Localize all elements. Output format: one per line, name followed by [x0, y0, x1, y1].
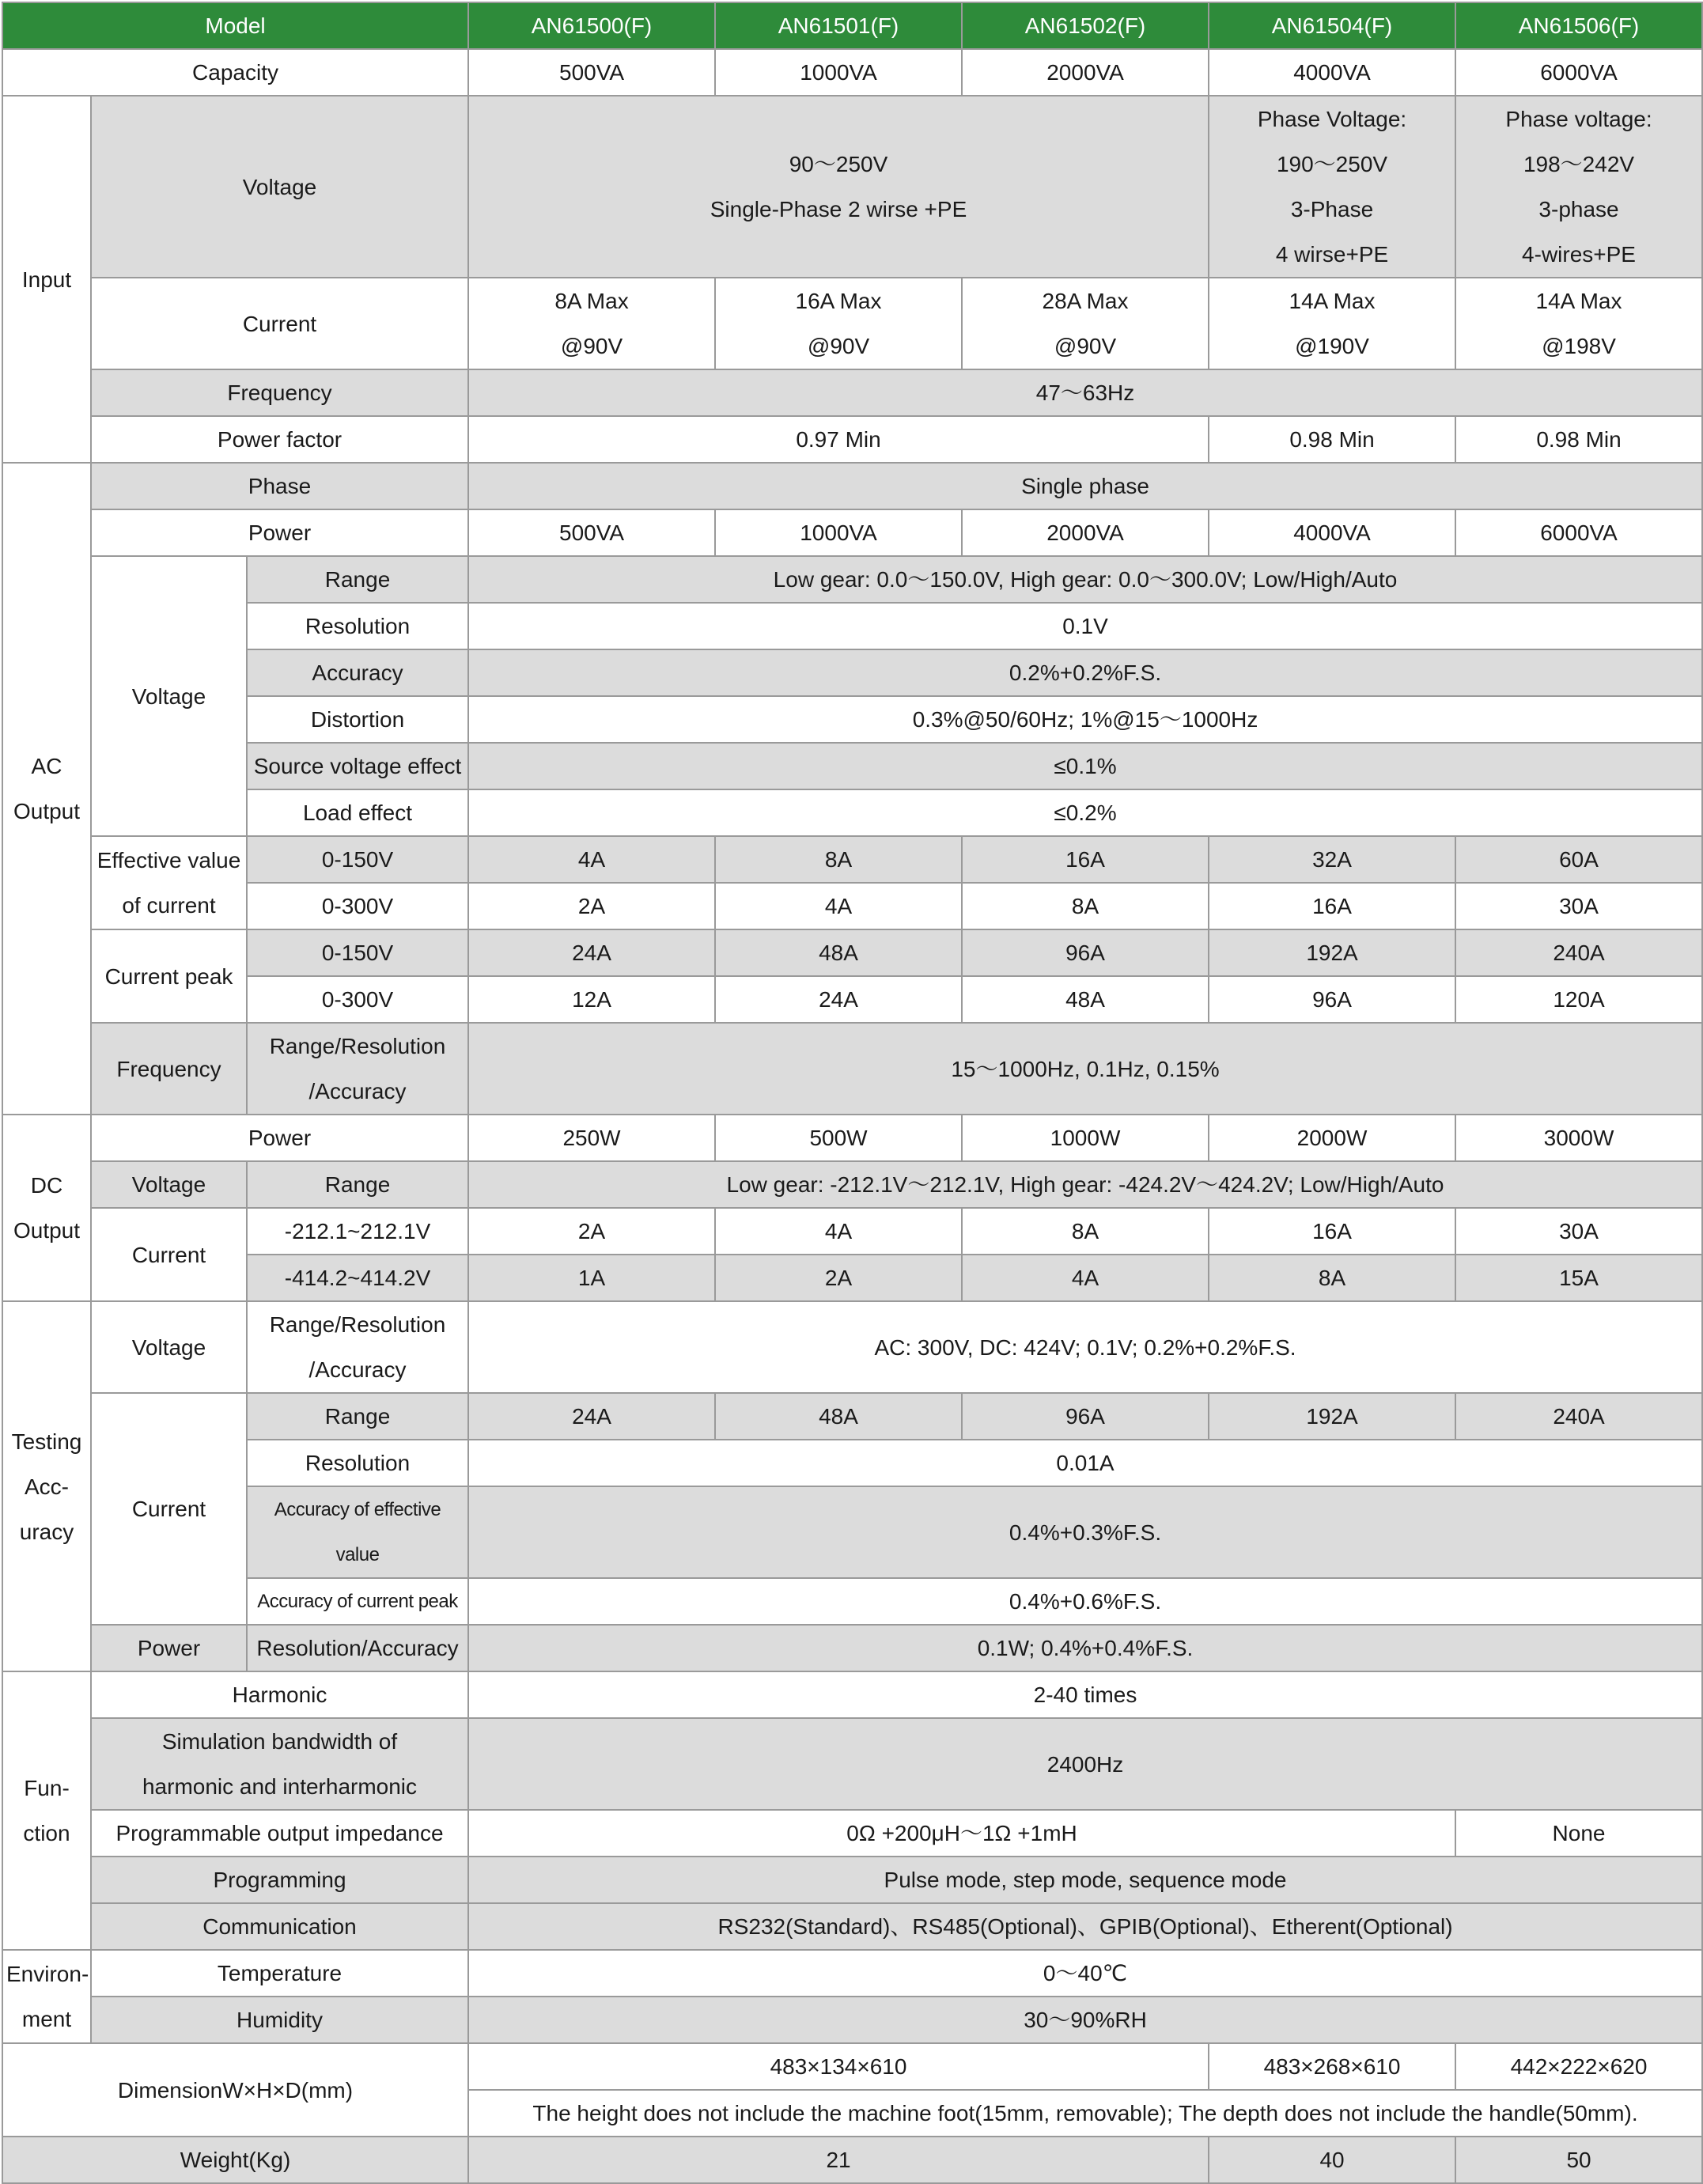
value-cell: 0.01A	[468, 1440, 1702, 1486]
value-cell: 483×134×610	[468, 2043, 1209, 2090]
row-label: Current	[91, 1393, 247, 1625]
value-cell: 8A	[962, 883, 1209, 929]
row-label: Weight(Kg)	[2, 2137, 468, 2183]
sub-label: Range/Resolution /Accuracy	[247, 1023, 468, 1115]
value-cell: 0.4%+0.3%F.S.	[468, 1486, 1702, 1578]
sub-label: 0-300V	[247, 976, 468, 1023]
value-cell: 2000VA	[962, 49, 1209, 96]
value-cell: 14A Max @198V	[1455, 278, 1702, 369]
sub-label: 0-150V	[247, 836, 468, 883]
row-label: Current peak	[91, 929, 247, 1023]
group-label-environment: Environ- ment	[2, 1950, 91, 2043]
value-cell: 30A	[1455, 883, 1702, 929]
row-label: Current	[91, 278, 468, 369]
value-cell: 192A	[1209, 1393, 1455, 1440]
row-label: Phase	[91, 463, 468, 509]
value-cell: 240A	[1455, 929, 1702, 976]
value-cell: 4A	[468, 836, 715, 883]
value-cell: AC: 300V, DC: 424V; 0.1V; 0.2%+0.2%F.S.	[468, 1301, 1702, 1393]
dc-power-row	[2, 1115, 1702, 1161]
sub-label: Range	[247, 556, 468, 603]
value-cell: 0.98 Min	[1455, 416, 1702, 463]
value-cell: 2000W	[1209, 1115, 1455, 1161]
sub-label: Distortion	[247, 696, 468, 743]
dc-voltage-row	[2, 1161, 1702, 1208]
value-cell: 192A	[1209, 929, 1455, 976]
value-cell: 2A	[715, 1255, 962, 1301]
value-cell: 1A	[468, 1255, 715, 1301]
value-cell: 4000VA	[1209, 509, 1455, 556]
row-label: Power factor	[91, 416, 468, 463]
value-cell: 40	[1209, 2137, 1455, 2183]
sub-label: Accuracy of current peak	[247, 1578, 468, 1625]
value-cell: 483×268×610	[1209, 2043, 1455, 2090]
sub-label: Source voltage effect	[247, 743, 468, 789]
value-cell: 240A	[1455, 1393, 1702, 1440]
ac-load-effect-row	[2, 789, 1702, 836]
header-row	[2, 2, 1702, 49]
value-cell: 24A	[468, 1393, 715, 1440]
value-cell: 96A	[1209, 976, 1455, 1023]
ac-source-effect-row	[2, 743, 1702, 789]
group-label-dc-output: DC Output	[2, 1115, 91, 1301]
value-cell: 0.3%@50/60Hz; 1%@15～1000Hz	[468, 696, 1702, 743]
sub-label: Range	[247, 1161, 468, 1208]
ac-effective-current-high-row	[2, 883, 1702, 929]
value-cell: RS232(Standard)、RS485(Optional)、GPIB(Optional)、Etherent(Optional)	[468, 1903, 1702, 1950]
row-label: Current	[91, 1208, 247, 1301]
sub-label: 0-300V	[247, 883, 468, 929]
value-cell: 50	[1455, 2137, 1702, 2183]
ac-effective-current-low-row	[2, 836, 1702, 883]
dc-current-low-row	[2, 1208, 1702, 1255]
sub-label: Resolution	[247, 1440, 468, 1486]
value-cell: 500W	[715, 1115, 962, 1161]
sub-label: Resolution/Accuracy	[247, 1625, 468, 1671]
model-header-cell: AN61504(F)	[1209, 2, 1455, 49]
test-current-acc-effective-row	[2, 1486, 1702, 1578]
value-cell: 96A	[962, 929, 1209, 976]
environment-humidity-row	[2, 1997, 1702, 2043]
value-cell: 250W	[468, 1115, 715, 1161]
value-cell: 500VA	[468, 509, 715, 556]
value-cell: 1000W	[962, 1115, 1209, 1161]
value-cell: 24A	[715, 976, 962, 1023]
value-cell: Pulse mode, step mode, sequence mode	[468, 1857, 1702, 1903]
value-cell: ≤0.2%	[468, 789, 1702, 836]
ac-voltage-distortion-row	[2, 696, 1702, 743]
value-cell: 4000VA	[1209, 49, 1455, 96]
row-label: Effective value of current	[91, 836, 247, 929]
sub-label: Load effect	[247, 789, 468, 836]
function-harmonic-row	[2, 1671, 1702, 1718]
value-cell: None	[1455, 1810, 1702, 1857]
value-cell: 4A	[715, 883, 962, 929]
value-cell: 47～63Hz	[468, 369, 1702, 416]
value-cell: 6000VA	[1455, 509, 1702, 556]
row-label: Power	[91, 1625, 247, 1671]
dimension-note: The height does not include the machine foot(15mm, removable); The depth does not include the handle(50mm).	[468, 2090, 1702, 2137]
sub-label: Accuracy	[247, 649, 468, 696]
value-cell: 16A	[962, 836, 1209, 883]
test-power-row	[2, 1625, 1702, 1671]
value-cell: 21	[468, 2137, 1209, 2183]
value-cell: 0.2%+0.2%F.S.	[468, 649, 1702, 696]
value-cell: 500VA	[468, 49, 715, 96]
value-cell: Phase Voltage: 190～250V 3-Phase 4 wirse+PE	[1209, 96, 1455, 278]
value-cell: 4A	[962, 1255, 1209, 1301]
value-cell: 2A	[468, 883, 715, 929]
spec-table	[2, 2, 1703, 2184]
value-cell: 0～40℃	[468, 1950, 1702, 1997]
row-label: Capacity	[2, 49, 468, 96]
ac-current-peak-low-row	[2, 929, 1702, 976]
row-label: Power	[91, 1115, 468, 1161]
value-cell: 14A Max @190V	[1209, 278, 1455, 369]
value-cell: 2-40 times	[468, 1671, 1702, 1718]
row-label: Frequency	[91, 1023, 247, 1115]
sub-label: 0-150V	[247, 929, 468, 976]
value-cell: 120A	[1455, 976, 1702, 1023]
value-cell: 1000VA	[715, 509, 962, 556]
value-cell: 0.4%+0.6%F.S.	[468, 1578, 1702, 1625]
row-label: Frequency	[91, 369, 468, 416]
value-cell: 1000VA	[715, 49, 962, 96]
value-cell: 24A	[468, 929, 715, 976]
value-cell: 8A	[962, 1208, 1209, 1255]
model-header-cell: AN61506(F)	[1455, 2, 1702, 49]
test-current-acc-peak-row	[2, 1578, 1702, 1625]
function-programming-row	[2, 1857, 1702, 1903]
sub-label: Range	[247, 1393, 468, 1440]
capacity-row	[2, 49, 1702, 96]
value-cell: 48A	[715, 929, 962, 976]
value-cell: Single phase	[468, 463, 1702, 509]
row-label: Programming	[91, 1857, 468, 1903]
sub-label: -414.2~414.2V	[247, 1255, 468, 1301]
row-label: Power	[91, 509, 468, 556]
value-cell: 0.1W; 0.4%+0.4%F.S.	[468, 1625, 1702, 1671]
value-cell: 0Ω +200μH～1Ω +1mH	[468, 1810, 1455, 1857]
row-label: Voltage	[91, 1161, 247, 1208]
sub-label: Accuracy of effective value	[247, 1486, 468, 1578]
input-power-factor-row	[2, 416, 1702, 463]
test-current-range-row	[2, 1393, 1702, 1440]
sub-label: Range/Resolution /Accuracy	[247, 1301, 468, 1393]
model-header-cell: AN61501(F)	[715, 2, 962, 49]
value-cell: 2400Hz	[468, 1718, 1702, 1810]
row-label: DimensionW×H×D(mm)	[2, 2043, 468, 2137]
group-label-function: Fun- ction	[2, 1671, 91, 1950]
ac-power-row	[2, 509, 1702, 556]
value-cell: ≤0.1%	[468, 743, 1702, 789]
value-cell: 4A	[715, 1208, 962, 1255]
ac-current-peak-high-row	[2, 976, 1702, 1023]
model-header-cell: AN61502(F)	[962, 2, 1209, 49]
value-cell: Low gear: 0.0～150.0V, High gear: 0.0～300.0V; Low/High/Auto	[468, 556, 1702, 603]
value-cell: 8A	[1209, 1255, 1455, 1301]
environment-temperature-row	[2, 1950, 1702, 1997]
row-label: Voltage	[91, 96, 468, 278]
row-label: Temperature	[91, 1950, 468, 1997]
value-cell: 0.98 Min	[1209, 416, 1455, 463]
value-cell: 16A	[1209, 1208, 1455, 1255]
value-cell: 90～250V Single-Phase 2 wirse +PE	[468, 96, 1209, 278]
test-current-resolution-row	[2, 1440, 1702, 1486]
value-cell: 16A Max @90V	[715, 278, 962, 369]
value-cell: 0.1V	[468, 603, 1702, 649]
ac-phase-row	[2, 463, 1702, 509]
group-label-testing-accuracy: Testing Acc- uracy	[2, 1301, 91, 1671]
value-cell: 60A	[1455, 836, 1702, 883]
group-label-input: Input	[2, 96, 91, 463]
ac-voltage-accuracy-row	[2, 649, 1702, 696]
sub-label: -212.1~212.1V	[247, 1208, 468, 1255]
value-cell: 30～90%RH	[468, 1997, 1702, 2043]
value-cell: 8A	[715, 836, 962, 883]
model-header: Model	[2, 2, 468, 49]
value-cell: 16A	[1209, 883, 1455, 929]
dc-current-high-row	[2, 1255, 1702, 1301]
row-label: Harmonic	[91, 1671, 468, 1718]
input-frequency-row	[2, 369, 1702, 416]
row-label: Voltage	[91, 1301, 247, 1393]
row-label: Communication	[91, 1903, 468, 1950]
value-cell: 32A	[1209, 836, 1455, 883]
value-cell: 96A	[962, 1393, 1209, 1440]
value-cell: 28A Max @90V	[962, 278, 1209, 369]
weight-row	[2, 2137, 1702, 2183]
value-cell: Phase voltage: 198～242V 3-phase 4-wires+PE	[1455, 96, 1702, 278]
function-impedance-row	[2, 1810, 1702, 1857]
model-header-cell: AN61500(F)	[468, 2, 715, 49]
value-cell: 6000VA	[1455, 49, 1702, 96]
value-cell: 8A Max @90V	[468, 278, 715, 369]
ac-voltage-resolution-row	[2, 603, 1702, 649]
sub-label: Resolution	[247, 603, 468, 649]
value-cell: 3000W	[1455, 1115, 1702, 1161]
value-cell: Low gear: -212.1V～212.1V, High gear: -424.2V～424.2V; Low/High/Auto	[468, 1161, 1702, 1208]
value-cell: 2000VA	[962, 509, 1209, 556]
row-label: Humidity	[91, 1997, 468, 2043]
row-label: Voltage	[91, 556, 247, 836]
row-label: Programmable output impedance	[91, 1810, 468, 1857]
value-cell: 30A	[1455, 1208, 1702, 1255]
row-label: Simulation bandwidth of harmonic and interharmonic	[91, 1718, 468, 1810]
value-cell: 2A	[468, 1208, 715, 1255]
value-cell: 0.97 Min	[468, 416, 1209, 463]
value-cell: 48A	[715, 1393, 962, 1440]
value-cell: 12A	[468, 976, 715, 1023]
dimension-row	[2, 2043, 1702, 2090]
function-communication-row	[2, 1903, 1702, 1950]
value-cell: 15A	[1455, 1255, 1702, 1301]
ac-voltage-range-row	[2, 556, 1702, 603]
value-cell: 15～1000Hz, 0.1Hz, 0.15%	[468, 1023, 1702, 1115]
group-label-ac-output: AC Output	[2, 463, 91, 1115]
value-cell: 442×222×620	[1455, 2043, 1702, 2090]
value-cell: 48A	[962, 976, 1209, 1023]
